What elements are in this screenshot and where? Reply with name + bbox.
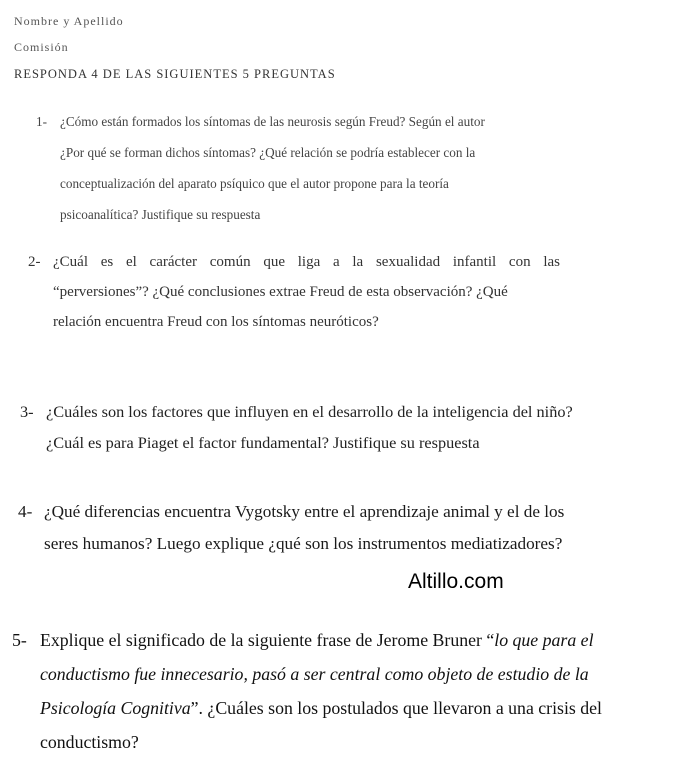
question-5: [12, 630, 602, 766]
question-line: conductismo?: [40, 732, 139, 752]
question-line: ¿Cuáles son los factores que influyen en el desarrollo de la inteligencia del niño?: [46, 402, 573, 421]
question-line: ¿Cuál es para Piaget el factor fundamental? Justifique su respuesta: [46, 433, 480, 452]
student-name-label: Nombre y Apellido: [14, 14, 124, 28]
question-line: ¿Cuál es el carácter común que liga a la sexualidad infantil con las: [53, 254, 561, 270]
instructions-heading: RESPONDA 4 DE LAS SIGUIENTES 5 PREGUNTAS: [14, 67, 336, 81]
question-line: “perversiones”? ¿Qué conclusiones extrae Freud de esta observación? ¿Qué: [53, 284, 508, 300]
question-line: ¿Por qué se forman dichos síntomas? ¿Qué relación se podría establecer con la: [60, 145, 476, 160]
bruner-quote: Psicología Cognitiva: [40, 698, 191, 718]
question-line: psicoanalítica? Justifique su respuesta: [60, 207, 261, 222]
question-line: seres humanos? Luego explique ¿qué son los instrumentos mediatizadores?: [44, 534, 563, 553]
question-line: conceptualización del aparato psíquico que el autor propone para la teoría: [60, 176, 449, 191]
question-number: 4-: [18, 502, 33, 521]
question-line: ¿Cómo están formados los síntomas de las neurosis según Freud? Según el autor: [60, 114, 485, 129]
question-number: 1-: [36, 114, 47, 129]
question-text: ”. ¿Cuáles son los postulados que llevaron a una crisis del: [190, 698, 602, 718]
question-1: [36, 114, 485, 238]
question-line: relación encuentra Freud con los síntomas neuróticos?: [53, 314, 379, 330]
question-number: 2-: [28, 254, 41, 270]
question-line: [12, 698, 602, 732]
watermark-text: Altillo.com: [408, 570, 504, 593]
bruner-quote: conductismo fue innecesario, pasó a ser central como objeto de estudio de la: [40, 664, 589, 684]
question-line: ¿Qué diferencias encuentra Vygotsky entre el aprendizaje animal y el de los: [44, 502, 565, 521]
commission-label: Comisión: [14, 40, 69, 54]
question-number: 3-: [20, 402, 34, 421]
bruner-quote: lo que para el: [494, 630, 594, 650]
question-3: [20, 402, 573, 464]
question-number: 5-: [12, 630, 27, 650]
question-line: [12, 630, 602, 664]
question-line: [12, 664, 602, 698]
question-text: Explique el significado de la siguiente frase de Jerome Bruner “: [40, 630, 495, 650]
question-4: [18, 502, 564, 566]
question-2: [28, 254, 560, 344]
